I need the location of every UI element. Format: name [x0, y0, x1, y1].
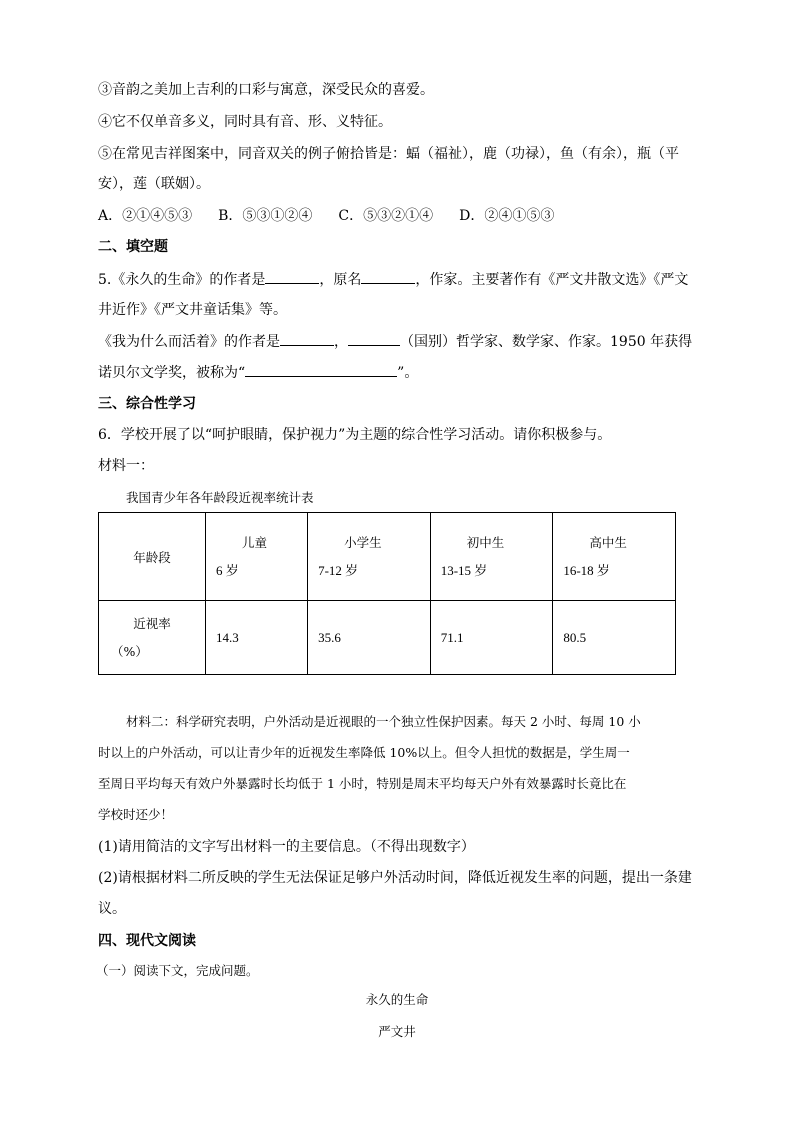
material-2-line-4: 学校时还少！ [98, 807, 174, 822]
table-header-rate [99, 601, 206, 675]
myopia-stats-table [98, 512, 676, 675]
sub-question-2-line-2: 议。 [98, 901, 126, 917]
question-5-line-2: 井近作》《严文井童话集》等。 [98, 302, 287, 318]
group-range: 7-12 岁 [318, 562, 359, 578]
blank-author-2[interactable] [280, 331, 334, 346]
table-header-age [99, 513, 206, 601]
q5-text-c: ，作家。主要著作有《严文井散文选》《严文 [415, 272, 689, 288]
option-d: D．②④①⑤③ [459, 208, 555, 224]
group-range: 6 岁 [216, 562, 239, 578]
option-a: A．②①④⑤③ [98, 208, 193, 224]
group-range: 16-18 岁 [563, 562, 610, 578]
option-c: C．⑤③②①④ [338, 208, 434, 224]
rate-unit: （%） [111, 643, 148, 659]
sub-question-2-line-1: (2)请根据材料二所反映的学生无法保证足够户外活动时间，降低近视发生率的问题，提出一条建 [98, 870, 692, 886]
rate-label: 近视率 [133, 615, 171, 631]
table-cell-rate-1 [206, 601, 308, 675]
group-name: 高中生 [589, 534, 627, 550]
passage-author: 严文井 [378, 1024, 416, 1039]
rate-value: 14.3 [216, 629, 239, 645]
option-b: B．⑤③①②④ [218, 208, 313, 224]
table-cell-group-2 [308, 513, 431, 601]
material-2-line-1: 材料二：科学研究表明，户外活动是近视眼的一个独立性保护因素。每天 2 小时、每周 10 小 [126, 714, 641, 729]
sub-question-1: (1)请用简洁的文字写出材料一的主要信息。（不得出现数字） [98, 839, 475, 855]
item-5-line-1: ⑤在常见吉祥图案中，同音双关的例子俯拾皆是：蝠（福祉），鹿（功禄），鱼（有余），瓶（平 [98, 146, 679, 162]
question-5-line-4 [98, 362, 418, 383]
section-2-heading: 二、填空题 [98, 239, 168, 255]
q5-text-b: ，原名 [319, 272, 362, 288]
blank-original-name[interactable] [361, 269, 415, 284]
item-3: ③音韵之美加上吉利的口彩与寓意，深受民众的喜爱。 [98, 82, 434, 98]
reading-instruction: （一）阅读下文，完成问题。 [96, 963, 259, 978]
group-range: 13-15 岁 [440, 562, 488, 578]
material-1-label: 材料一： [98, 458, 154, 474]
table-row-rate [99, 601, 676, 675]
q5-text-d: 《我为什么而活着》的作者是 [98, 334, 280, 350]
blank-author[interactable] [265, 269, 319, 284]
question-5-line-3 [98, 331, 692, 352]
passage-title: 永久的生命 [365, 992, 429, 1007]
q5-text-e: ， [334, 334, 348, 350]
table-cell-rate-2 [308, 601, 431, 675]
item-4: ④它不仅单音多义，同时具有音、形、义特征。 [98, 114, 392, 130]
material-2-line-3: 至周日平均每天有效户外暴露时长均低于 1 小时，特别是周末平均每天户外有效暴露时长竟比在 [98, 776, 627, 791]
blank-country[interactable] [348, 331, 400, 346]
group-name: 儿童 [242, 534, 268, 550]
section-3-heading: 三、综合性学习 [98, 396, 196, 412]
blank-title[interactable] [245, 362, 397, 377]
q5-text-a: 5.《永久的生命》的作者是 [98, 272, 266, 288]
table-cell-group-3 [430, 513, 553, 601]
rate-value: 35.6 [318, 629, 341, 645]
question-5-line-1 [98, 269, 688, 290]
q5-text-g: 诺贝尔文学奖，被称为“ [98, 365, 246, 381]
table-cell-rate-3 [430, 601, 553, 675]
table-row-age [99, 513, 676, 601]
group-name: 小学生 [344, 534, 382, 550]
q5-text-f: （国别）哲学家、数学家、作家。1950 年获得 [400, 334, 693, 350]
section-4-heading: 四、现代文阅读 [98, 933, 196, 949]
q5-text-h: ”。 [397, 365, 419, 381]
rate-value: 80.5 [563, 629, 587, 645]
table-caption: 我国青少年各年龄段近视率统计表 [126, 490, 314, 505]
table-cell-group-4 [553, 513, 676, 601]
material-2-line-2: 时以上的户外活动，可以让青少年的近视发生率降低 10%以上。但令人担忧的数据是，学生周一 [98, 745, 630, 760]
table-cell-rate-4 [553, 601, 676, 675]
table-cell-group-1 [206, 513, 308, 601]
item-5-line-2: 安），莲（联姻）。 [98, 176, 210, 192]
age-label: 年龄段 [133, 549, 171, 565]
group-name: 初中生 [466, 534, 505, 550]
rate-value: 71.1 [440, 629, 464, 645]
answer-options [98, 206, 580, 226]
question-6: 6．学校开展了以“呵护眼睛，保护视力”为主题的综合性学习活动。请你积极参与。 [98, 427, 612, 443]
